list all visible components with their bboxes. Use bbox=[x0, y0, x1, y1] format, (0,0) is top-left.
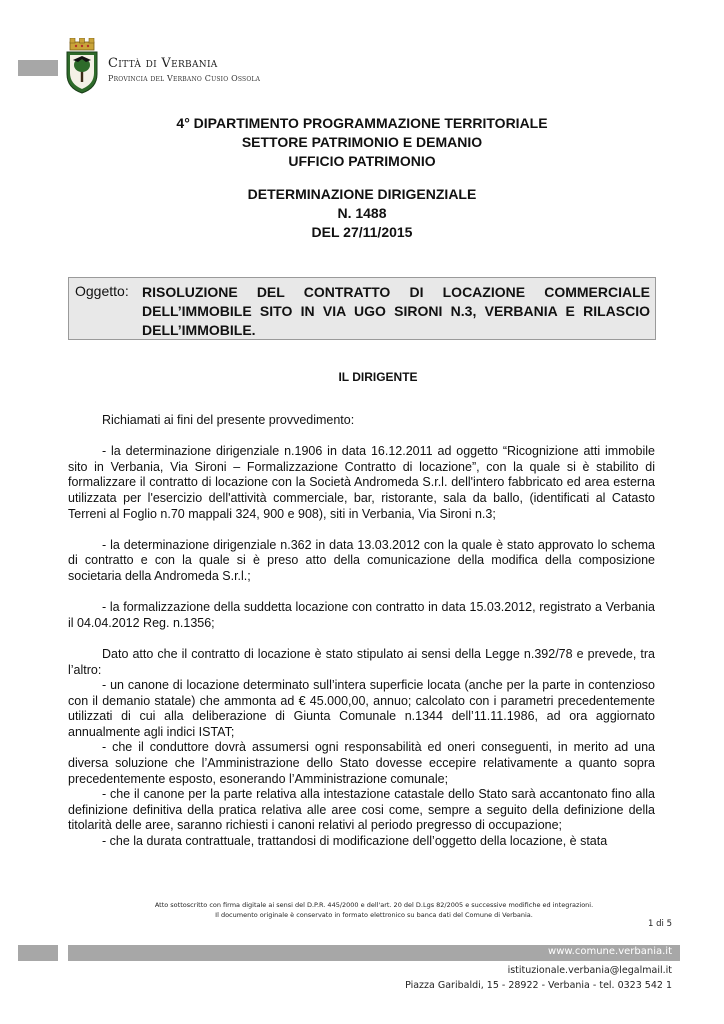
subject-text: RISOLUZIONE DEL CONTRATTO DI LOCAZIONE COMMERCIALE DELL’IMMOBILE SITO IN VIA UGO SIRONI N.3, VERBANIA E RILASCIO DELL’IMMOBILE. bbox=[142, 284, 650, 338]
department-heading bbox=[68, 114, 656, 171]
determination-title: DETERMINAZIONE DIRIGENZIALE bbox=[247, 186, 477, 202]
paragraph: - la determinazione dirigenziale n.1906 in data 16.12.2011 ad oggetto “Ricognizione atti immobile sito in Verbania, Via Sironi – Formalizzazione Contratto di locazione”, con la quale si è stabilito di formalizzare il contratto di locazione con la Società Andromeda S.r.l. dell'intero fabbricato ed area esterna utilizzata per l'esercizio dell'attività commerciale, bar, ristorante, sala da ballo, (identificati al Catasto Terreni al Foglio n.70 mappali 324, 900 e 908), siti in Verbania, Via Sironi n.3; bbox=[68, 444, 655, 521]
determination-number: N. 1488 bbox=[337, 205, 387, 221]
city-name: Città di Verbania bbox=[108, 56, 218, 71]
sector-line: SETTORE PATRIMONIO E DEMANIO bbox=[241, 134, 483, 150]
signature-note bbox=[68, 900, 680, 920]
page-number: 1 di 5 bbox=[648, 919, 672, 929]
archive-note-line: Il documento originale è conservato in formato elettronico su banca dati del Comune di Verbania. bbox=[215, 911, 533, 919]
city-crest-icon bbox=[64, 38, 100, 94]
determination-heading bbox=[68, 185, 656, 242]
signature-note-line: Atto sottoscritto con firma digitale ai sensi del D.P.R. 445/2000 e dell'art. 20 del D.Lgs 82/2005 e successive modifiche ed integrazioni. bbox=[154, 901, 594, 909]
website-link[interactable]: www.comune.verbania.it bbox=[548, 946, 672, 957]
paragraph: - che il canone per la parte relativa alla intestazione catastale dello Stato sarà accantonato fino alla definizione definitiva della pratica relativa alle aree cosi come, sempre a seguito della definizione della titolarità delle aree, saranno richiesti i canoni relativi al periodo pregresso di occupazione; bbox=[68, 787, 655, 833]
paragraph: Dato atto che il contratto di locazione è stato stipulato ai sensi della Legge n.392/78 e prevede, tra l’altro: bbox=[68, 646, 655, 677]
paragraph: - la determinazione dirigenziale n.362 in data 13.03.2012 con la quale è stato approvato lo schema di contratto e con la quale si è preso atto della comunicazione della modifica della composizione societaria della Andromeda S.r.l.; bbox=[68, 537, 655, 583]
footer-gray-bar bbox=[18, 945, 58, 961]
office-line: UFFICIO PATRIMONIO bbox=[288, 153, 436, 169]
subject-label: Oggetto: bbox=[75, 283, 129, 299]
paragraph: Richiamati ai fini del presente provvedimento: bbox=[102, 413, 355, 427]
header-gray-bar bbox=[18, 60, 58, 76]
determination-date: DEL 27/11/2015 bbox=[311, 224, 413, 240]
paragraph: - un canone di locazione determinato sull’intera superficie locata (anche per la parte in contenzioso con il demanio statale) che ammonta ad € 45.000,00, annuo; calcolato con i parametri precedentemente utilizzati di cui alla deliberazione di Giunta Comunale n.1344 dell’11.11.1986, ad ora aggiornato annualmente agli indici ISTAT; bbox=[68, 678, 655, 739]
section-title: IL DIRIGENTE bbox=[338, 370, 418, 384]
paragraph: - che la durata contrattuale, trattandosi di modificazione dell’oggetto della locazione, è stata bbox=[102, 834, 608, 849]
paragraph: - la formalizzazione della suddetta locazione con contratto in data 15.03.2012, registrato a Verbania il 04.04.2012 Reg. n.1356; bbox=[68, 600, 655, 630]
contact-address: Piazza Garibaldi, 15 - 28922 - Verbania - tel. 0323 542 1 bbox=[405, 980, 672, 991]
subject-box bbox=[68, 277, 656, 340]
document-body bbox=[68, 413, 655, 850]
paragraph: - che il conduttore dovrà assumersi ogni responsabilità ed oneri conseguenti, in merito ad una diversa soluzione che l’Amministrazione dello Stato dovesse eccepire relativamente a quanto sopra precedentemente esposto, esonerando l’Amministrazione comunale; bbox=[68, 740, 655, 786]
department-line: 4° DIPARTIMENTO PROGRAMMAZIONE TERRITORIALE bbox=[176, 115, 548, 131]
province-name: Provincia del Verbano Cusio Ossola bbox=[108, 74, 261, 83]
contact-email[interactable]: istituzionale.verbania@legalmail.it bbox=[507, 965, 672, 976]
